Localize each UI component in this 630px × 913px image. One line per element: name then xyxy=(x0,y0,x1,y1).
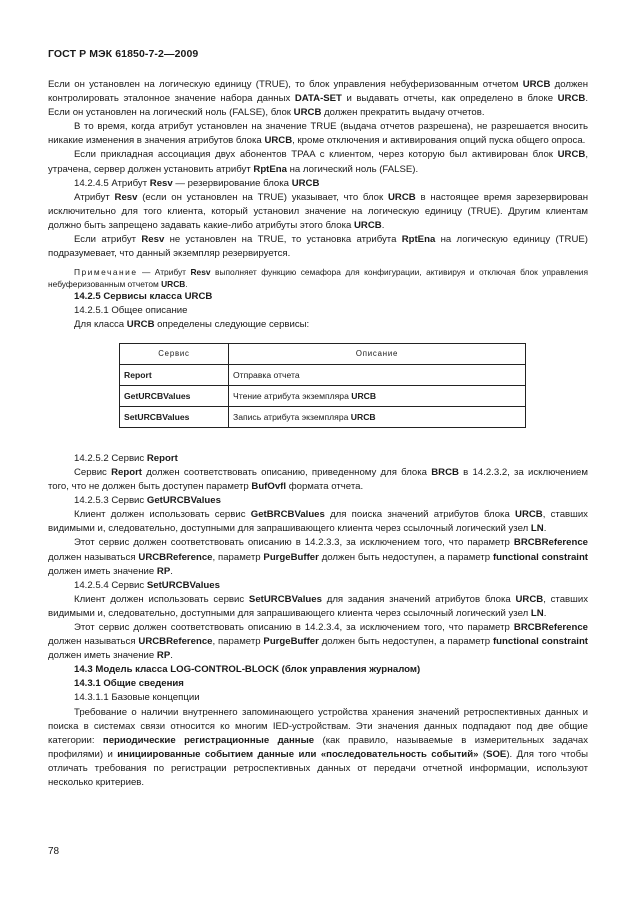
spacer xyxy=(48,428,588,452)
section-14-3: 14.3 Модель класса LOG-CONTROL-BLOCK (блок управления журналом) xyxy=(74,664,421,676)
paragraph-services-intro: Для класса URCB определены следующие сервисы: xyxy=(74,319,310,331)
services-table xyxy=(119,343,526,428)
table-row xyxy=(120,364,526,385)
paragraph-get-values-client: Клиент должен использовать сервис GetBRCBValues для поиска значений атрибутов блока URCB, ставших видимыми и, следовательно, доступными для запрашивающего клиента через ссылочный логический узел LN. xyxy=(48,509,588,535)
subsection-14-2-4-5: 14.2.4.5 Атрибут Resv — резервирование блока URCB xyxy=(74,177,320,189)
paragraph-set-values-client: Клиент должен использовать сервис SetURCBValues для задания значений атрибутов блока URCB, ставших видимыми и, следовательно, доступными для запрашивающего клиента через ссылочный логический узел LN. xyxy=(48,593,588,619)
paragraph-set-values-service: Этот сервис должен соответствовать описанию в 14.2.3.4, за исключением того, что параметр BRCBReference должен называться URCBReference, параметр PurgeBuffer должен быть недоступен, а параметр functional constraint должен иметь значение RP. xyxy=(48,622,588,662)
document-header: ГОСТ Р МЭК 61850-7-2—2009 xyxy=(48,48,199,60)
service-name-cell: GetURCBValues xyxy=(120,385,229,406)
subsection-14-2-5-4: 14.2.5.4 Сервис SetURCBValues xyxy=(74,579,220,591)
service-name-cell: Report xyxy=(120,364,229,385)
paragraph-resv-meaning: Атрибут Resv (если он установлен на TRUE) указывает, что блок URCB в настоящее время зарезервирован исключительно для того клиента, который установил значение на логическую единицу (TRUE). Другим клиентам должно быть запрещено задавать какие-либо атрибуты этого блока URCB. xyxy=(48,191,589,231)
service-name-cell: SetURCBValues xyxy=(120,406,229,427)
subsection-14-2-5-2: 14.2.5.2 Сервис Report xyxy=(74,452,178,464)
subsection-14-2-5-3: 14.2.5.3 Сервис GetURCBValues xyxy=(74,495,221,507)
note-resv-semaphore: Примечание — Атрибут Resv выполняет функцию семафора для конфигурации, активируя и отключая блок управления небуферизованным отчетом URCB. xyxy=(48,267,588,290)
column-header-service: Сервис xyxy=(120,343,229,364)
section-14-3-1: 14.3.1 Общие сведения xyxy=(74,678,184,690)
section-14-2-5: 14.2.5 Сервисы класса URCB xyxy=(74,291,213,303)
service-description-cell: Запись атрибута экземпляра URCB xyxy=(229,406,526,427)
paragraph-get-values-service: Этот сервис должен соответствовать описанию в 14.2.3.3, за исключением того, что параметр BRCBReference должен называться URCBReference, параметр PurgeBuffer должен быть недоступен, а параметр functional constraint должен иметь значение RP. xyxy=(48,537,588,577)
paragraph-enabled-restriction: В то время, когда атрибут установлен на значение TRUE (выдача отчетов разрешена), не разрешается вносить никакие изменения в значения атрибутов блока URCB, кроме отключения и активирования опций пуска общего опроса. xyxy=(48,121,588,147)
page-number: 78 xyxy=(48,846,60,857)
table-row xyxy=(120,406,526,427)
paragraph-resv-not-set: Если атрибут Resv не установлен на TRUE, то установка атрибута RptEna на логическую единицу (TRUE) подразумевает, что данный экземпляр резервируется. xyxy=(48,234,588,260)
paragraph-report-service: Сервис Report должен соответствовать описанию, приведенному для блока BRCB в 14.2.3.2, за исключением того, что не должен быть доступен параметр BufOvfl формата отчета. xyxy=(48,466,588,493)
subsection-14-2-5-1: 14.2.5.1 Общее описание xyxy=(74,305,188,317)
paragraph-association-lost: Если прикладная ассоциация двух абонентов TPAA с клиентом, через которую был активирован блок URCB, утрачена, сервер должен установить атрибут RptEna на логический ноль (FALSE). xyxy=(48,149,588,175)
table-row xyxy=(120,385,526,406)
document-body xyxy=(48,78,588,790)
service-description-cell: Чтение атрибута экземпляра URCB xyxy=(229,385,526,406)
column-header-description: Описание xyxy=(229,343,526,364)
paragraph-rptena: Если он установлен на логическую единицу (TRUE), то блок управления небуферизованным отчетом URCB должен контролировать эталонное значение набора данных DATA-SET и выдавать отчеты, как определено в блоке URCB. Если он установлен на логический ноль (FALSE), блок URCB должен прекратить выдачу отчетов. xyxy=(48,79,589,119)
subsection-14-3-1-1: 14.3.1.1 Базовые концепции xyxy=(74,692,200,704)
table-header-row xyxy=(120,343,526,364)
service-description-cell: Отправка отчета xyxy=(229,364,526,385)
paragraph-basic-concepts: Требование о наличии внутреннего запоминающего устройства хранения значений ретроспективных данных и поиска в системах связи относится ко многим IED-устройствам. Эти значения данных подпадают под две общие категории: периодические регистрационные данные (как правило, называемые в измерительных задачах профилями) и инициированные событием данные или «последовательность событий» (SOE). Для того чтобы отличать требования по регистрации ретроспективных данных от передачи отчетной информации, используют несколько критериев. xyxy=(48,706,588,789)
